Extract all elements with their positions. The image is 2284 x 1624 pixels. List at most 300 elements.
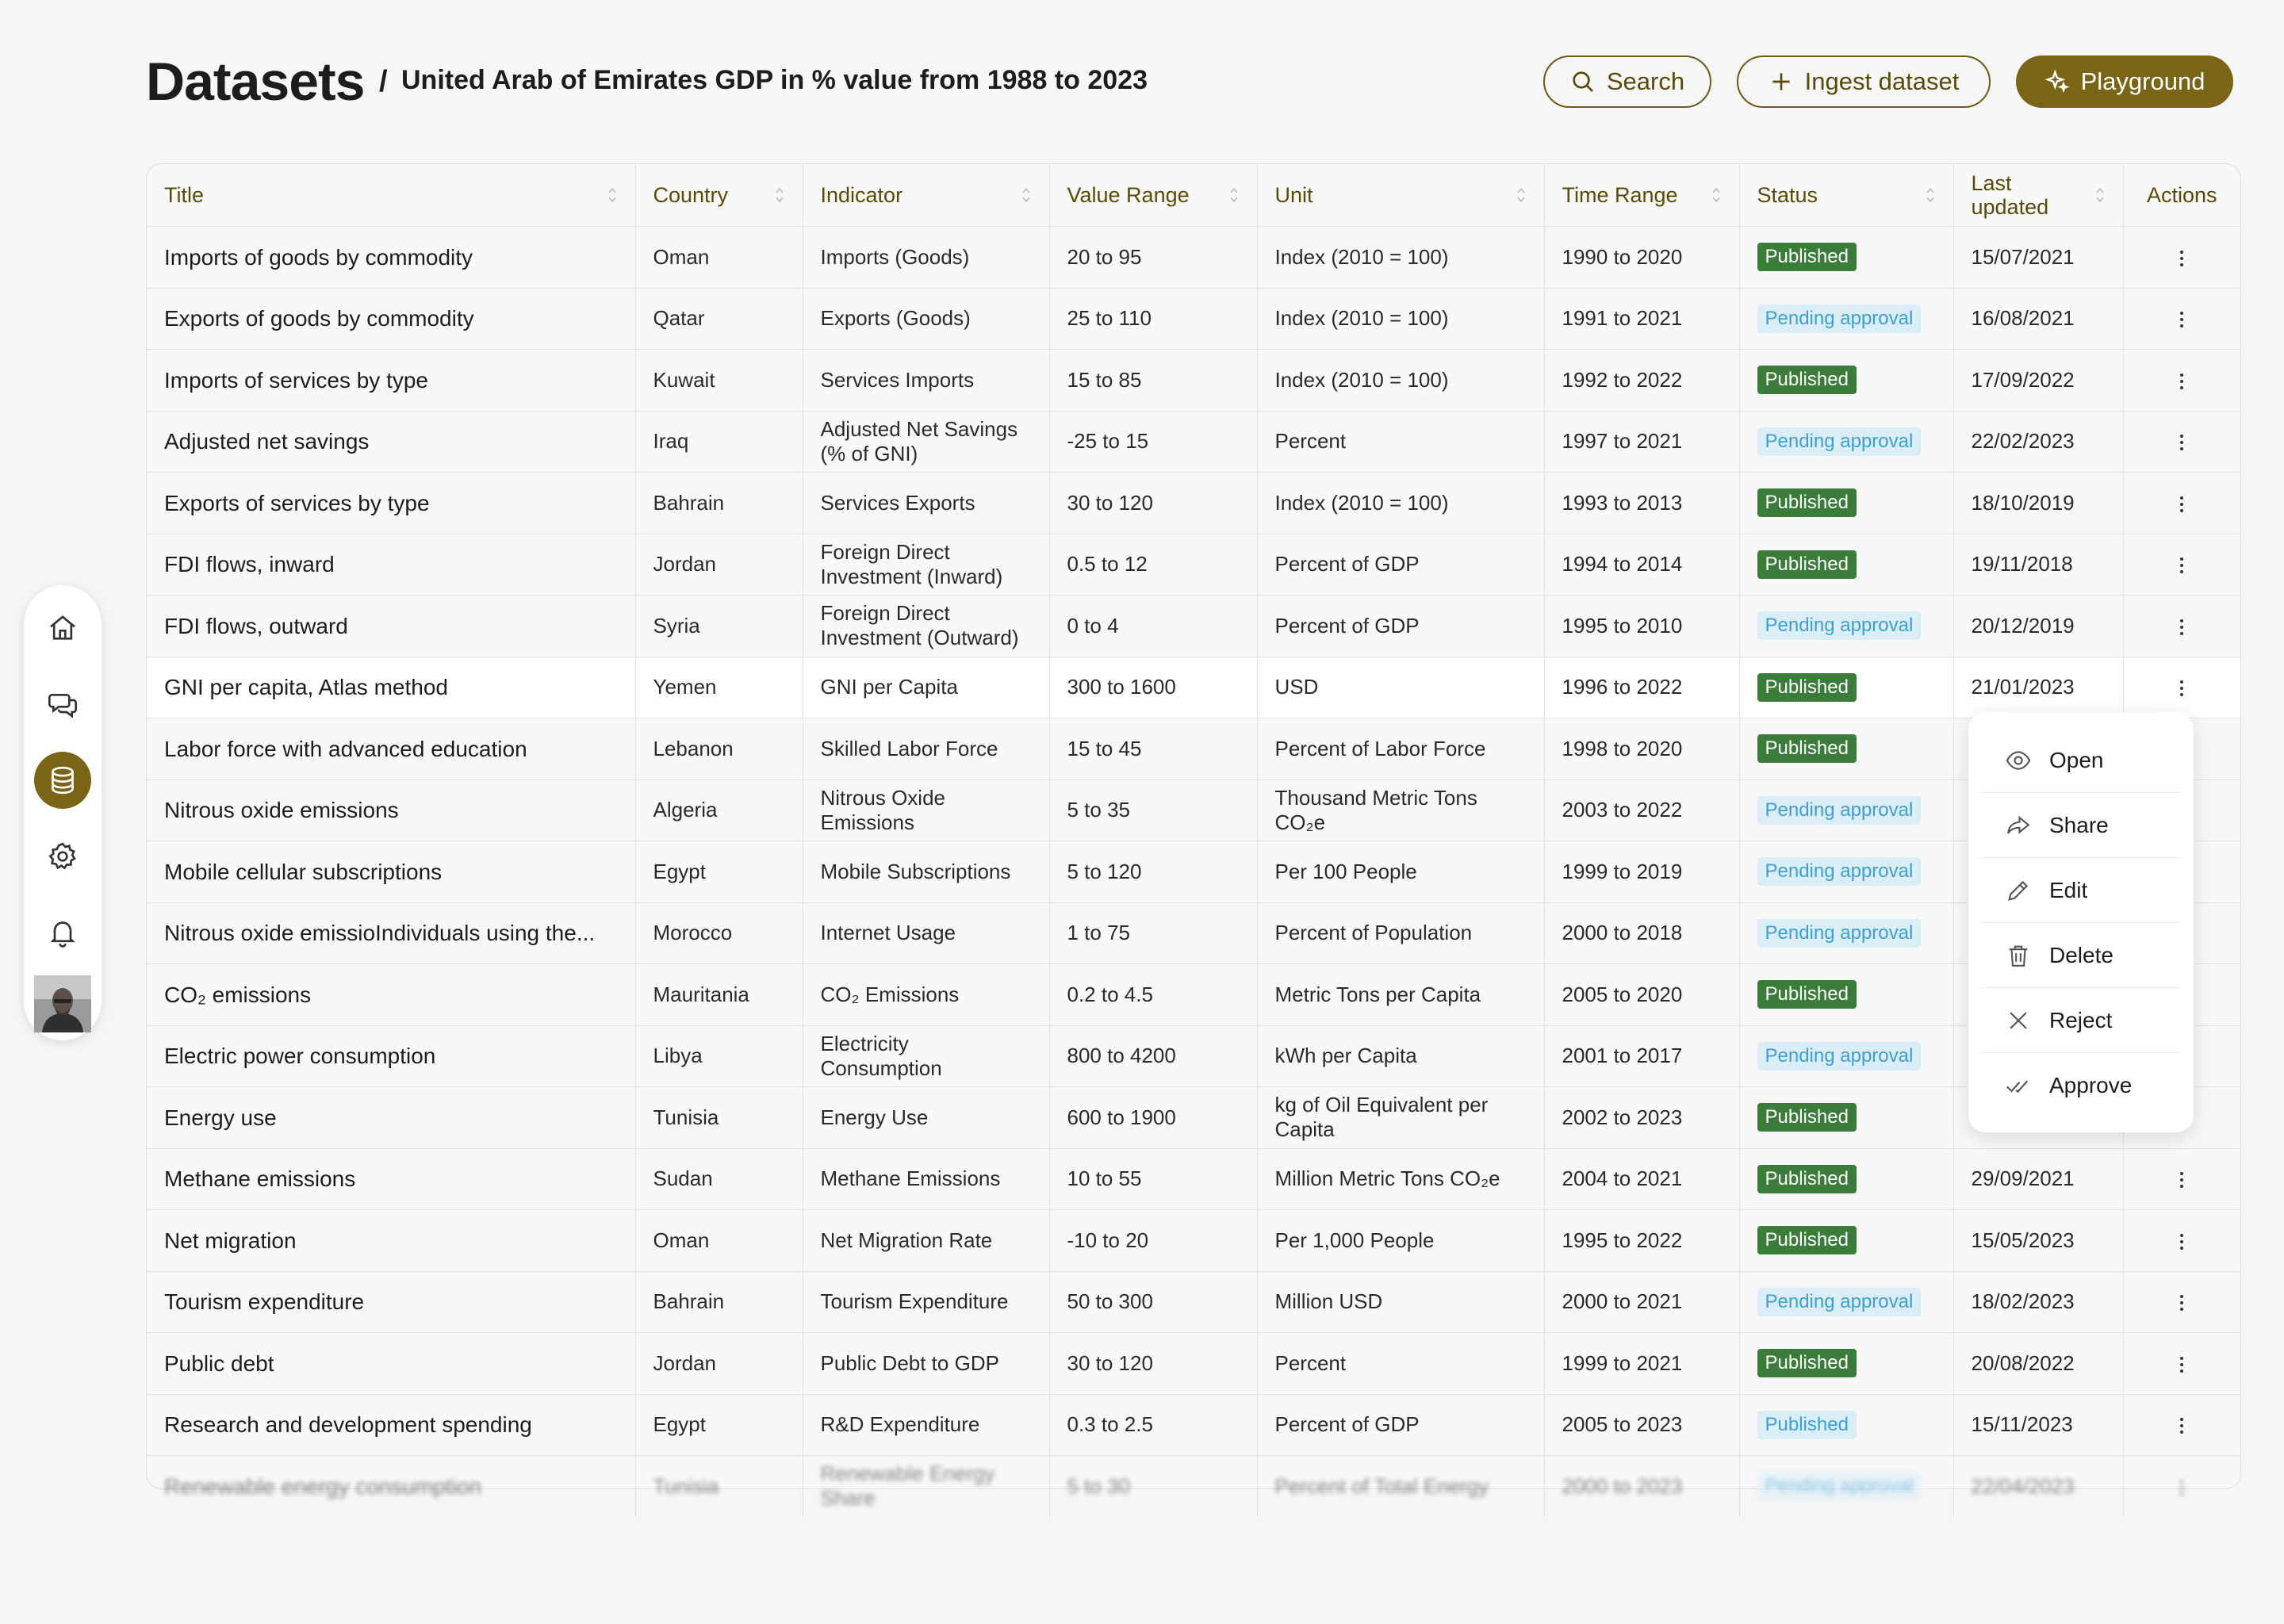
table-row[interactable] [147, 350, 2240, 412]
user-avatar [34, 975, 91, 1032]
value-range-cell: 0.3 to 2.5 [1049, 1394, 1257, 1456]
table-row[interactable] [147, 779, 2240, 841]
title-cell: CO₂ emissions [147, 964, 635, 1026]
status-cell [1739, 288, 1953, 350]
title-cell: FDI flows, inward [147, 534, 635, 596]
country-cell: Libya [635, 1025, 803, 1087]
actions-cell [2123, 1333, 2240, 1395]
sort-icon[interactable] [607, 186, 618, 205]
menu-item-label: Reject [2049, 1007, 2113, 1032]
time-range-cell: 1992 to 2022 [1544, 350, 1739, 412]
time-range-cell: 2000 to 2023 [1544, 1456, 1739, 1517]
column-header-unit[interactable] [1257, 164, 1544, 227]
time-range-cell: 2000 to 2021 [1544, 1271, 1739, 1333]
menu-item-label: Open [2049, 747, 2104, 772]
indicator-cell: GNI per Capita [803, 657, 1049, 718]
actions-cell [2123, 350, 2240, 412]
country-cell: Oman [635, 227, 803, 289]
title-cell: Labor force with advanced education [147, 718, 635, 780]
unit-cell: Per 100 People [1257, 841, 1544, 903]
page-title: Datasets [146, 52, 365, 112]
country-cell: Bahrain [635, 473, 803, 534]
menu-item-label: Approve [2049, 1073, 2133, 1097]
time-range-cell: 1999 to 2021 [1544, 1333, 1739, 1395]
actions-cell [2123, 1394, 2240, 1456]
bell-icon [47, 917, 79, 948]
status-badge: Published [1757, 673, 1857, 702]
indicator-cell: R&D Expenditure [803, 1394, 1049, 1456]
unit-cell: Percent of Total Energy [1257, 1456, 1544, 1517]
unit-cell: Percent [1257, 411, 1544, 473]
table-row[interactable] [147, 411, 2240, 473]
playground-button[interactable] [2016, 56, 2233, 108]
more-vertical-icon[interactable] [2179, 1231, 2184, 1252]
time-range-cell: 2001 to 2017 [1544, 1025, 1739, 1087]
title-cell: Public debt [147, 1333, 635, 1395]
indicator-cell: Renewable Energy Share [803, 1456, 1049, 1517]
unit-cell: Percent of Population [1257, 902, 1544, 964]
status-cell [1739, 841, 1953, 903]
settings-icon [47, 841, 79, 872]
status-cell [1739, 227, 1953, 289]
time-range-cell: 2004 to 2021 [1544, 1148, 1739, 1210]
status-cell [1739, 779, 1953, 841]
actions-cell [2123, 473, 2240, 534]
value-range-cell: 5 to 35 [1049, 779, 1257, 841]
trash-icon [2005, 942, 2032, 969]
share-icon [2005, 812, 2032, 839]
more-vertical-icon[interactable] [2179, 309, 2184, 330]
status-badge: Published [1757, 1165, 1857, 1193]
sort-icon[interactable] [1925, 186, 1936, 205]
sidebar-item-chat[interactable] [34, 676, 91, 733]
time-range-cell: 2003 to 2022 [1544, 779, 1739, 841]
actions-cell [2123, 411, 2240, 473]
column-header-status[interactable] [1739, 164, 1953, 227]
country-cell: Lebanon [635, 718, 803, 780]
more-vertical-icon[interactable] [2179, 1293, 2184, 1313]
last-updated-cell: 22/02/2023 [1953, 411, 2123, 473]
time-range-cell: 1990 to 2020 [1544, 227, 1739, 289]
unit-cell: USD [1257, 657, 1544, 718]
actions-cell [2123, 1210, 2240, 1272]
last-updated-cell: 15/07/2021 [1953, 227, 2123, 289]
title-cell: Adjusted net savings [147, 411, 635, 473]
menu-item-approve[interactable] [1981, 1053, 2181, 1118]
indicator-cell: Net Migration Rate [803, 1210, 1049, 1272]
actions-cell [2123, 1148, 2240, 1210]
title-cell: Mobile cellular subscriptions [147, 841, 635, 903]
indicator-cell: Nitrous Oxide Emissions [803, 779, 1049, 841]
search-button[interactable] [1543, 56, 1711, 108]
value-range-cell: 5 to 120 [1049, 841, 1257, 903]
table-row[interactable] [147, 1087, 2240, 1149]
table-row[interactable] [147, 1456, 2240, 1517]
ingest-dataset-label: Ingest dataset [1804, 67, 1960, 95]
title-cell: Exports of services by type [147, 473, 635, 534]
column-header-label: Status [1757, 183, 1818, 207]
ingest-dataset-button[interactable] [1737, 56, 1991, 108]
time-range-cell: 2002 to 2023 [1544, 1087, 1739, 1149]
actions-cell [2123, 227, 2240, 289]
table-row[interactable] [147, 1394, 2240, 1456]
table-row[interactable] [147, 1210, 2240, 1272]
country-cell: Kuwait [635, 350, 803, 412]
sidebar-item-home[interactable] [34, 599, 91, 657]
unit-cell: Percent of GDP [1257, 596, 1544, 657]
actions-cell [2123, 288, 2240, 350]
last-updated-cell: 17/09/2022 [1953, 350, 2123, 412]
column-header-value-range[interactable] [1049, 164, 1257, 227]
unit-cell: Index (2010 = 100) [1257, 227, 1544, 289]
status-badge: Published [1757, 550, 1857, 579]
sidebar [24, 585, 102, 1040]
last-updated-cell: 21/01/2023 [1953, 657, 2123, 718]
indicator-cell: Foreign Direct Investment (Inward) [803, 534, 1049, 596]
indicator-cell: Services Imports [803, 350, 1049, 412]
more-vertical-icon[interactable] [2179, 248, 2184, 269]
time-range-cell: 1995 to 2010 [1544, 596, 1739, 657]
title-cell: Nitrous oxide emissions [147, 779, 635, 841]
value-range-cell: 30 to 120 [1049, 473, 1257, 534]
plus-icon [1769, 69, 1794, 94]
sort-icon[interactable] [2094, 186, 2106, 205]
time-range-cell: 1994 to 2014 [1544, 534, 1739, 596]
playground-label: Playground [2080, 67, 2205, 95]
value-range-cell: 0 to 4 [1049, 596, 1257, 657]
country-cell: Yemen [635, 657, 803, 718]
sort-icon[interactable] [774, 186, 785, 205]
country-cell: Bahrain [635, 1271, 803, 1333]
title-cell: GNI per capita, Atlas method [147, 657, 635, 718]
value-range-cell: 15 to 85 [1049, 350, 1257, 412]
last-updated-cell: 20/12/2019 [1953, 596, 2123, 657]
column-header-label: Unit [1274, 183, 1313, 207]
database-icon [47, 764, 79, 796]
indicator-cell: Mobile Subscriptions [803, 841, 1049, 903]
column-header-last-updated[interactable] [1953, 164, 2123, 227]
status-badge: Pending approval [1757, 611, 1922, 640]
column-header-time-range[interactable] [1544, 164, 1739, 227]
status-cell [1739, 964, 1953, 1026]
status-cell [1739, 596, 1953, 657]
menu-item-reject[interactable] [1981, 988, 2181, 1053]
unit-cell: Million Metric Tons CO₂e [1257, 1148, 1544, 1210]
table-row[interactable] [147, 964, 2240, 1026]
actions-cell [2123, 1456, 2240, 1517]
value-range-cell: 800 to 4200 [1049, 1025, 1257, 1087]
unit-cell: Index (2010 = 100) [1257, 288, 1544, 350]
menu-item-label: Edit [2049, 877, 2088, 902]
last-updated-cell: 18/10/2019 [1953, 473, 2123, 534]
time-range-cell: 1998 to 2020 [1544, 718, 1739, 780]
status-cell [1739, 1087, 1953, 1149]
time-range-cell: 1991 to 2021 [1544, 288, 1739, 350]
table-row[interactable] [147, 473, 2240, 534]
column-header-label: Country [653, 183, 729, 207]
country-cell: Oman [635, 1210, 803, 1272]
value-range-cell: 5 to 30 [1049, 1456, 1257, 1517]
sidebar-item-datasets[interactable] [34, 752, 91, 809]
more-vertical-icon[interactable] [2179, 617, 2184, 638]
indicator-cell: Methane Emissions [803, 1148, 1049, 1210]
status-cell [1739, 1394, 1953, 1456]
country-cell: Algeria [635, 779, 803, 841]
column-header-actions[interactable] [2123, 164, 2240, 227]
table-row[interactable] [147, 902, 2240, 964]
last-updated-cell: 15/05/2023 [1953, 1210, 2123, 1272]
status-badge: Published [1757, 1103, 1857, 1132]
more-vertical-icon[interactable] [2179, 432, 2184, 453]
column-header-label: Title [164, 183, 205, 207]
unit-cell: kWh per Capita [1257, 1025, 1544, 1087]
last-updated-cell: 16/08/2021 [1953, 288, 2123, 350]
country-cell: Morocco [635, 902, 803, 964]
status-cell [1739, 1025, 1953, 1087]
value-range-cell: 600 to 1900 [1049, 1087, 1257, 1149]
column-header-country[interactable] [635, 164, 803, 227]
indicator-cell: Exports (Goods) [803, 288, 1049, 350]
dataset-subtitle: United Arab of Emirates GDP in % value from 1988 to 2023 [401, 65, 1148, 95]
country-cell: Qatar [635, 288, 803, 350]
actions-cell [2123, 596, 2240, 657]
table-row[interactable] [147, 1148, 2240, 1210]
unit-cell: Percent of GDP [1257, 1394, 1544, 1456]
table-row[interactable] [147, 841, 2240, 903]
actions-cell [2123, 657, 2240, 718]
double-check-icon [2005, 1072, 2032, 1099]
status-cell [1739, 473, 1953, 534]
column-header-label: Last updated [1971, 171, 2049, 219]
last-updated-cell: 18/02/2023 [1953, 1271, 2123, 1333]
table-row[interactable] [147, 596, 2240, 657]
status-cell [1739, 350, 1953, 412]
column-header-label: Value Range [1067, 183, 1190, 207]
sort-icon[interactable] [1711, 186, 1722, 205]
table-row[interactable] [147, 227, 2240, 289]
last-updated-cell: 22/04/2023 [1953, 1456, 2123, 1517]
country-cell: Sudan [635, 1148, 803, 1210]
indicator-cell: Electricity Consumption [803, 1025, 1049, 1087]
title-cell: Nitrous oxide emissioIndividuals using the... [147, 902, 635, 964]
unit-cell: Percent of Labor Force [1257, 718, 1544, 780]
column-header-indicator[interactable] [803, 164, 1049, 227]
time-range-cell: 1999 to 2019 [1544, 841, 1739, 903]
status-badge: Published [1757, 243, 1857, 271]
table-row[interactable] [147, 1025, 2240, 1087]
status-cell [1739, 1333, 1953, 1395]
value-range-cell: 30 to 120 [1049, 1333, 1257, 1395]
table-row[interactable] [147, 534, 2240, 596]
status-cell [1739, 657, 1953, 718]
status-badge: Pending approval [1757, 1472, 1922, 1500]
menu-item-label: Share [2049, 812, 2109, 837]
menu-item-open[interactable] [1981, 728, 2181, 793]
x-icon [2005, 1007, 2032, 1034]
more-vertical-icon[interactable] [2179, 1477, 2184, 1498]
last-updated-cell: 15/11/2023 [1953, 1394, 2123, 1456]
column-header-label: Indicator [820, 183, 903, 207]
sort-icon[interactable] [1516, 186, 1527, 205]
value-range-cell: -25 to 15 [1049, 411, 1257, 473]
country-cell: Iraq [635, 411, 803, 473]
unit-cell: Percent [1257, 1333, 1544, 1395]
unit-cell: Metric Tons per Capita [1257, 964, 1544, 1026]
indicator-cell: Energy Use [803, 1087, 1049, 1149]
value-range-cell: 15 to 45 [1049, 718, 1257, 780]
time-range-cell: 1997 to 2021 [1544, 411, 1739, 473]
menu-item-edit[interactable] [1981, 858, 2181, 923]
status-badge: Published [1757, 1349, 1857, 1377]
title-cell: Exports of goods by commodity [147, 288, 635, 350]
status-badge: Published [1757, 1411, 1857, 1439]
title-cell: Electric power consumption [147, 1025, 635, 1087]
unit-cell: Index (2010 = 100) [1257, 473, 1544, 534]
status-badge: Published [1757, 734, 1857, 763]
status-cell [1739, 1456, 1953, 1517]
time-range-cell: 1995 to 2022 [1544, 1210, 1739, 1272]
status-badge: Pending approval [1757, 304, 1922, 333]
indicator-cell: Adjusted Net Savings (% of GNI) [803, 411, 1049, 473]
status-badge: Pending approval [1757, 857, 1922, 886]
status-badge: Published [1757, 1226, 1857, 1254]
status-cell [1739, 534, 1953, 596]
sort-icon[interactable] [1021, 186, 1032, 205]
value-range-cell: 20 to 95 [1049, 227, 1257, 289]
table-row[interactable] [147, 1333, 2240, 1395]
title-cell: Imports of services by type [147, 350, 635, 412]
eye-icon [2005, 747, 2032, 774]
time-range-cell: 2000 to 2018 [1544, 902, 1739, 964]
last-updated-cell: 29/09/2021 [1953, 1148, 2123, 1210]
more-vertical-icon[interactable] [2179, 371, 2184, 392]
more-vertical-icon[interactable] [2179, 555, 2184, 576]
sidebar-item-notifications[interactable] [34, 904, 91, 961]
value-range-cell: 300 to 1600 [1049, 657, 1257, 718]
table-header-row [147, 164, 2240, 227]
title-cell: Tourism expenditure [147, 1271, 635, 1333]
actions-cell [2123, 534, 2240, 596]
country-cell: Egypt [635, 1394, 803, 1456]
search-icon [1570, 69, 1596, 94]
indicator-cell: Internet Usage [803, 902, 1049, 964]
country-cell: Egypt [635, 841, 803, 903]
column-header-label: Time Range [1562, 183, 1678, 207]
table-row[interactable] [147, 718, 2240, 780]
status-badge: Pending approval [1757, 1042, 1922, 1071]
status-cell [1739, 902, 1953, 964]
country-cell: Tunisia [635, 1456, 803, 1517]
sidebar-item-settings[interactable] [34, 828, 91, 885]
indicator-cell: Foreign Direct Investment (Outward) [803, 596, 1049, 657]
indicator-cell: Services Exports [803, 473, 1049, 534]
indicator-cell: CO₂ Emissions [803, 964, 1049, 1026]
value-range-cell: 1 to 75 [1049, 902, 1257, 964]
status-badge: Published [1757, 980, 1857, 1009]
more-vertical-icon[interactable] [2179, 1354, 2184, 1375]
row-actions-menu [1968, 712, 2194, 1132]
column-header-title[interactable] [147, 164, 635, 227]
status-badge: Pending approval [1757, 1288, 1922, 1316]
table-row[interactable] [147, 657, 2240, 718]
chat-icon [47, 688, 79, 720]
status-badge: Pending approval [1757, 427, 1922, 456]
status-cell [1739, 1210, 1953, 1272]
status-badge: Published [1757, 488, 1857, 517]
status-cell [1739, 1148, 1953, 1210]
avatar[interactable] [34, 975, 91, 1032]
value-range-cell: 50 to 300 [1049, 1271, 1257, 1333]
country-cell: Jordan [635, 534, 803, 596]
indicator-cell: Tourism Expenditure [803, 1271, 1049, 1333]
time-range-cell: 2005 to 2020 [1544, 964, 1739, 1026]
indicator-cell: Skilled Labor Force [803, 718, 1049, 780]
country-cell: Syria [635, 596, 803, 657]
unit-cell: kg of Oil Equivalent per Capita [1257, 1087, 1544, 1149]
table-body [147, 227, 2240, 1517]
value-range-cell: 25 to 110 [1049, 288, 1257, 350]
more-vertical-icon[interactable] [2179, 494, 2184, 515]
unit-cell: Per 1,000 People [1257, 1210, 1544, 1272]
unit-cell: Million USD [1257, 1271, 1544, 1333]
title-cell: Research and development spending [147, 1394, 635, 1456]
status-badge: Pending approval [1757, 796, 1922, 825]
menu-item-share[interactable] [1981, 793, 2181, 858]
sparkle-icon [2044, 69, 2070, 94]
time-range-cell: 1993 to 2013 [1544, 473, 1739, 534]
status-cell [1739, 718, 1953, 780]
status-badge: Pending approval [1757, 919, 1922, 948]
unit-cell: Index (2010 = 100) [1257, 350, 1544, 412]
datasets-table [146, 163, 2241, 1511]
pencil-icon [2005, 877, 2032, 904]
more-vertical-icon[interactable] [2179, 678, 2184, 699]
more-vertical-icon[interactable] [2179, 1170, 2184, 1190]
status-cell [1739, 411, 1953, 473]
title-cell: Methane emissions [147, 1148, 635, 1210]
value-range-cell: 0.2 to 4.5 [1049, 964, 1257, 1026]
value-range-cell: -10 to 20 [1049, 1210, 1257, 1272]
menu-item-delete[interactable] [1981, 923, 2181, 988]
title-cell: Imports of goods by commodity [147, 227, 635, 289]
value-range-cell: 10 to 55 [1049, 1148, 1257, 1210]
indicator-cell: Public Debt to GDP [803, 1333, 1049, 1395]
column-header-label: Actions [2146, 183, 2217, 207]
country-cell: Mauritania [635, 964, 803, 1026]
last-updated-cell: 20/08/2022 [1953, 1333, 2123, 1395]
status-cell [1739, 1271, 1953, 1333]
more-vertical-icon[interactable] [2179, 1415, 2184, 1436]
title-cell: Energy use [147, 1087, 635, 1149]
last-updated-cell: 19/11/2018 [1953, 534, 2123, 596]
menu-item-label: Delete [2049, 942, 2113, 967]
table-row[interactable] [147, 1271, 2240, 1333]
breadcrumb-separator: / [379, 65, 388, 98]
country-cell: Jordan [635, 1333, 803, 1395]
indicator-cell: Imports (Goods) [803, 227, 1049, 289]
title-cell: Net migration [147, 1210, 635, 1272]
table-row[interactable] [147, 288, 2240, 350]
value-range-cell: 0.5 to 12 [1049, 534, 1257, 596]
time-range-cell: 2005 to 2023 [1544, 1394, 1739, 1456]
title-cell: Renewable energy consumption [147, 1456, 635, 1517]
sort-icon[interactable] [1228, 186, 1240, 205]
time-range-cell: 1996 to 2022 [1544, 657, 1739, 718]
country-cell: Tunisia [635, 1087, 803, 1149]
title-cell: FDI flows, outward [147, 596, 635, 657]
actions-cell [2123, 1271, 2240, 1333]
home-icon [47, 612, 79, 644]
